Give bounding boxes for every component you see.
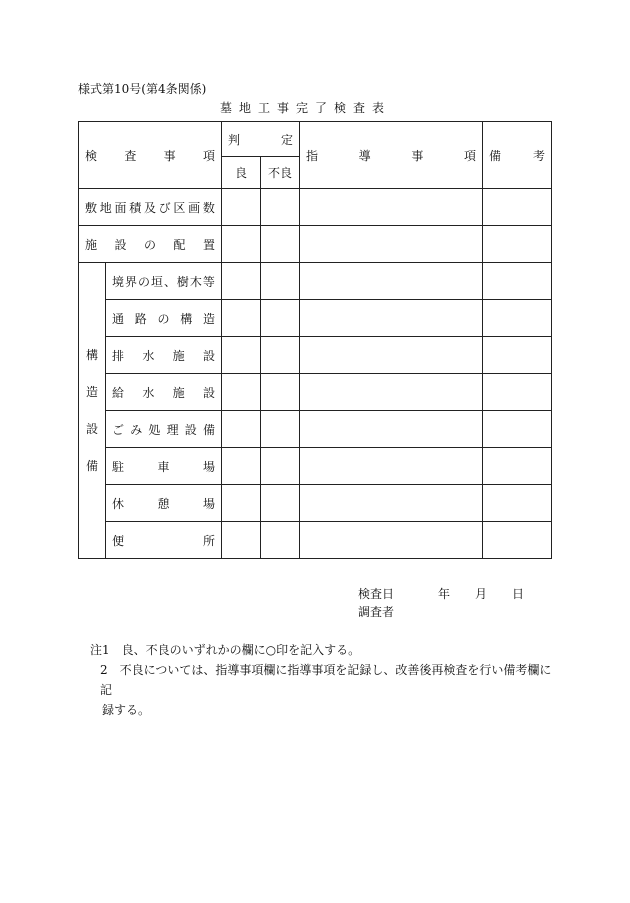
- category-structural-facilities: [79, 263, 106, 559]
- cell-guidance[interactable]: [300, 263, 483, 300]
- header-inspection-items: [79, 122, 222, 189]
- header-guidance: [300, 122, 483, 189]
- cell-remarks[interactable]: [483, 411, 552, 448]
- facility-label-text: 便 所: [112, 533, 215, 548]
- cell-bad[interactable]: [261, 300, 300, 337]
- note-1: 注1 良、不良のいずれかの欄に○印を記入する。: [90, 643, 361, 657]
- cell-remarks[interactable]: [483, 448, 552, 485]
- header-judgment-label: 判 定: [228, 132, 293, 147]
- cell-good[interactable]: [222, 337, 261, 374]
- table-row: [79, 522, 552, 559]
- cell-bad[interactable]: [261, 522, 300, 559]
- facility-label-text: 通 路 の 構 造: [112, 311, 215, 326]
- table-row: [79, 485, 552, 522]
- inspection-table: [78, 121, 552, 559]
- facility-label: [106, 448, 222, 485]
- facility-label-text: 給 水 施 設: [112, 385, 215, 400]
- surveyor-label: 調査者: [358, 605, 395, 619]
- cell-remarks[interactable]: [483, 189, 552, 226]
- facility-label: [106, 337, 222, 374]
- cell-remarks[interactable]: [483, 522, 552, 559]
- row-label: [79, 226, 222, 263]
- table-row: [79, 374, 552, 411]
- category-char: 構: [85, 347, 98, 362]
- cell-remarks[interactable]: [483, 485, 552, 522]
- header-remarks: [483, 122, 552, 189]
- facility-label-text: 休 憩 場: [112, 496, 215, 511]
- category-char: 設: [85, 421, 98, 436]
- header-inspection-label: 検 査 事 項: [85, 148, 215, 163]
- notes-section: [90, 640, 555, 720]
- cell-guidance[interactable]: [300, 448, 483, 485]
- cell-bad[interactable]: [261, 485, 300, 522]
- cell-good[interactable]: [222, 448, 261, 485]
- row-label-text: 施 設 の 配 置: [85, 237, 215, 252]
- header-guidance-label: 指 導 事 項: [306, 148, 476, 163]
- cell-good[interactable]: [222, 485, 261, 522]
- cell-remarks[interactable]: [483, 337, 552, 374]
- cell-bad[interactable]: [261, 374, 300, 411]
- facility-label-text: 排 水 施 設: [112, 348, 215, 363]
- facility-label: [106, 522, 222, 559]
- table-row: [79, 337, 552, 374]
- cell-good[interactable]: [222, 263, 261, 300]
- table-row: [79, 448, 552, 485]
- cell-remarks[interactable]: [483, 374, 552, 411]
- cell-bad[interactable]: [261, 448, 300, 485]
- cell-good[interactable]: [222, 189, 261, 226]
- category-char: 備: [85, 458, 98, 473]
- table-row: [79, 411, 552, 448]
- cell-guidance[interactable]: [300, 226, 483, 263]
- cell-bad[interactable]: [261, 226, 300, 263]
- table-row: [79, 300, 552, 337]
- table-row: [79, 189, 552, 226]
- header-judgment: [222, 122, 300, 157]
- date-year-label: 年: [438, 587, 451, 601]
- cell-good[interactable]: [222, 374, 261, 411]
- note-2-line-1: 2 不良については、指導事項欄に指導事項を記録し、改善後再検査を行い備考欄に記: [100, 663, 552, 697]
- facility-label: [106, 300, 222, 337]
- cell-bad[interactable]: [261, 337, 300, 374]
- table-row: [79, 263, 552, 300]
- cell-good[interactable]: [222, 226, 261, 263]
- date-day-label: 日: [512, 587, 525, 601]
- form-title: 墓地工事完了検査表: [220, 101, 392, 115]
- cell-bad[interactable]: [261, 411, 300, 448]
- cell-good[interactable]: [222, 411, 261, 448]
- note-2-line-2: 録する。: [102, 703, 151, 717]
- facility-label: [106, 374, 222, 411]
- facility-label: [106, 411, 222, 448]
- inspection-date-line: [358, 585, 524, 602]
- cell-guidance[interactable]: [300, 374, 483, 411]
- category-char: 造: [85, 384, 98, 399]
- cell-guidance[interactable]: [300, 300, 483, 337]
- date-month-label: 月: [475, 587, 488, 601]
- row-label: [79, 189, 222, 226]
- cell-bad[interactable]: [261, 189, 300, 226]
- header-remarks-label: 備 考: [489, 148, 545, 163]
- facility-label: [106, 485, 222, 522]
- cell-bad[interactable]: [261, 263, 300, 300]
- note-2: [90, 660, 555, 720]
- cell-guidance[interactable]: [300, 337, 483, 374]
- cell-guidance[interactable]: [300, 522, 483, 559]
- header-good: 良: [222, 157, 261, 189]
- cell-guidance[interactable]: [300, 411, 483, 448]
- cell-guidance[interactable]: [300, 485, 483, 522]
- row-label-text: 敷 地 面 積 及 び 区 画 数: [85, 200, 215, 215]
- facility-label: [106, 263, 222, 300]
- cell-good[interactable]: [222, 300, 261, 337]
- cell-remarks[interactable]: [483, 226, 552, 263]
- table-row: [79, 226, 552, 263]
- facility-label-text: 駐 車 場: [112, 459, 215, 474]
- facility-label-text: 境 界 の 垣 、 樹 木 等: [112, 274, 215, 289]
- cell-guidance[interactable]: [300, 189, 483, 226]
- cell-remarks[interactable]: [483, 263, 552, 300]
- form-number: 様式第10号(第4条関係): [78, 82, 207, 96]
- facility-label-text: ご み 処 理 設 備: [112, 422, 215, 437]
- cell-remarks[interactable]: [483, 300, 552, 337]
- cell-good[interactable]: [222, 522, 261, 559]
- header-bad: 不良: [261, 157, 300, 189]
- inspection-date-label: 検査日: [358, 587, 395, 601]
- table-header-row: [79, 122, 552, 157]
